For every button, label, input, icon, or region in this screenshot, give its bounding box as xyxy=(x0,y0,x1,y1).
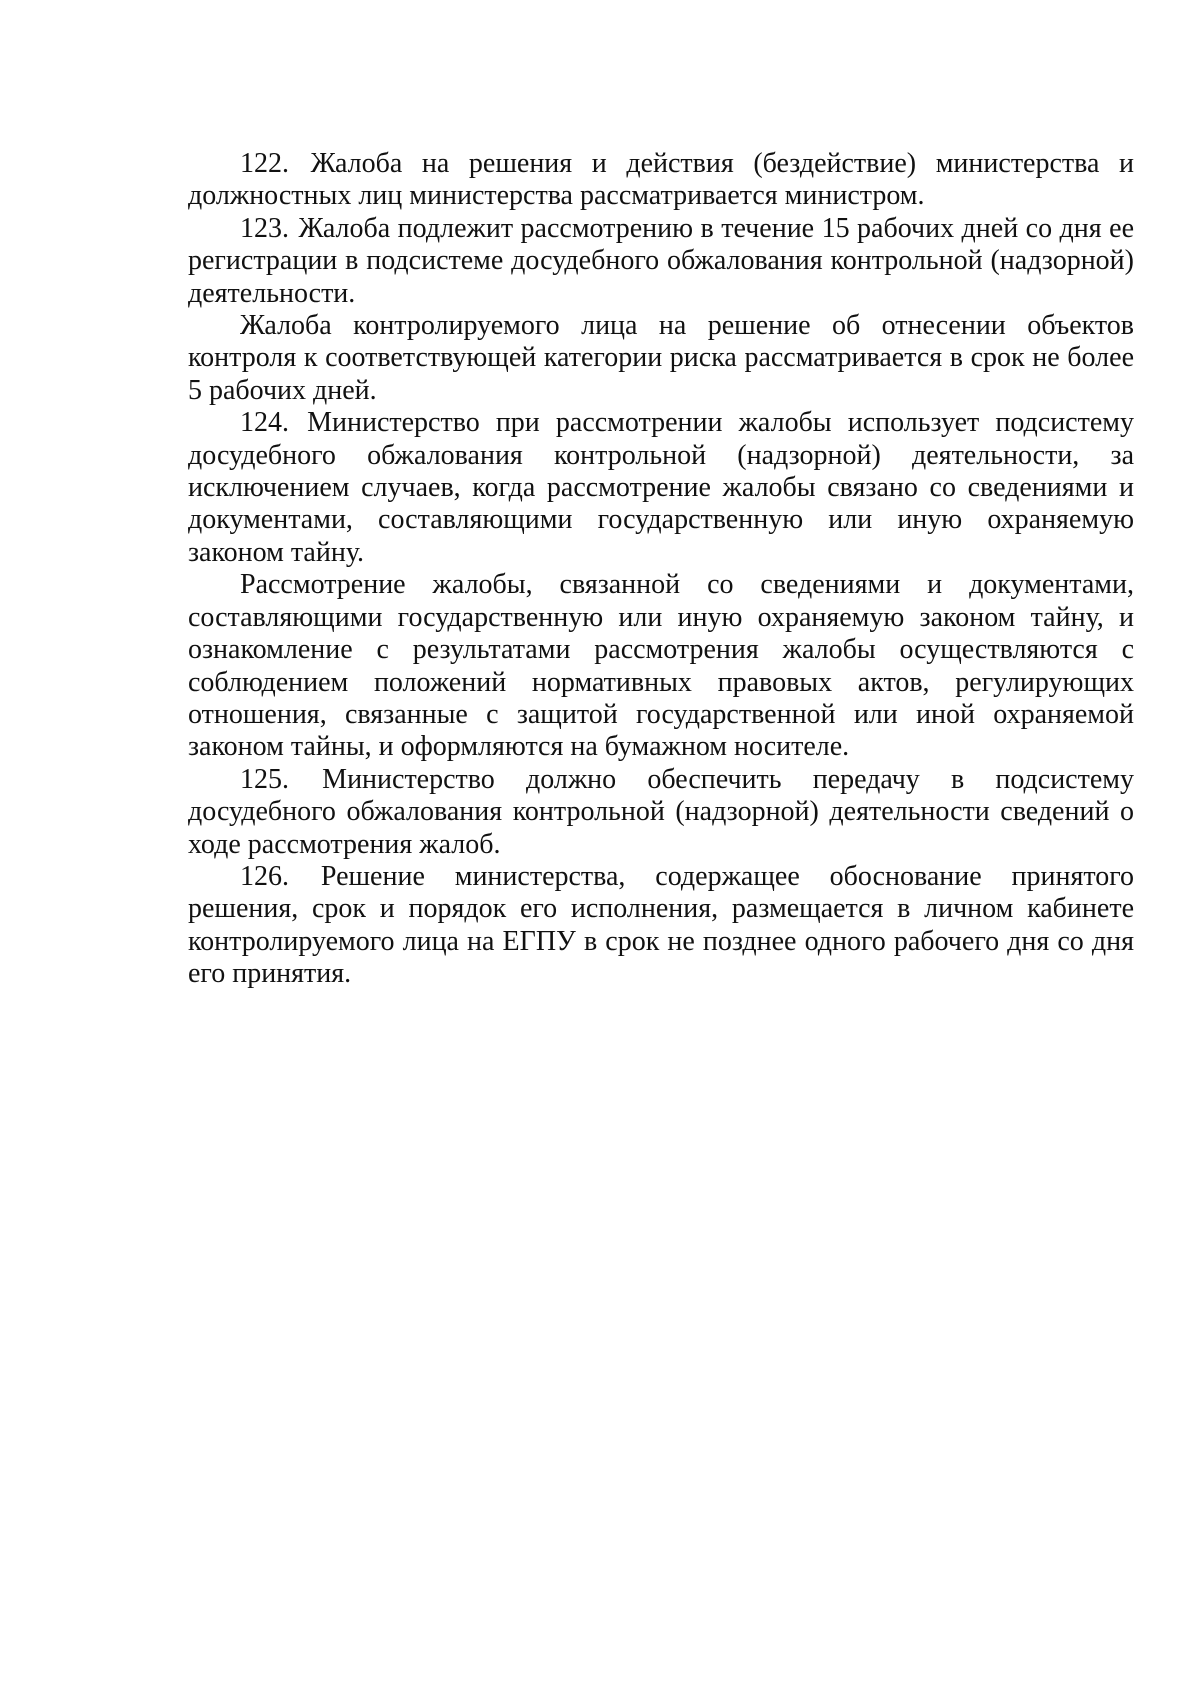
paragraph-number: 123. xyxy=(240,212,289,244)
paragraph-text: Министерство должно обеспечить передачу в подсистему досудебного обжалования контрольной (надзорной) деятельности сведений о ходе рассмотрения жалоб. xyxy=(188,763,1134,860)
paragraph-number: 125. xyxy=(240,763,289,795)
paragraph-122 xyxy=(188,148,1134,213)
paragraph-number: 126. xyxy=(240,860,289,892)
paragraph-text: Решение министерства, содержащее обоснование принятого решения, срок и порядок его исполнения, размещается в личном кабинете контролируемого лица на ЕГПУ в срок не позднее одного рабочего дня со дня его принятия. xyxy=(188,860,1134,990)
paragraph-text: Министерство при рассмотрении жалобы использует подсистему досудебного обжалования контрольной (надзорной) деятельности, за исключением случаев, когда рассмотрение жалобы связано со сведениями и документами, составляющими государственную или иную охраняемую законом тайну. xyxy=(188,407,1134,568)
paragraph-123 xyxy=(188,213,1134,310)
paragraph-number: 124. xyxy=(240,407,289,439)
paragraph-text: Жалоба контролируемого лица на решение об отнесении объектов контроля к соответствующей категории риска рассматривается в срок не более 5 рабочих дней. xyxy=(188,310,1134,406)
document-body xyxy=(188,148,1134,991)
paragraph-text: Жалоба подлежит рассмотрению в течение 15 рабочих дней со дня ее регистрации в подсистеме досудебного обжалования контрольной (надзорной) деятельности. xyxy=(188,212,1135,309)
paragraph-124-secret-info xyxy=(188,569,1134,763)
paragraph-number: 122. xyxy=(240,148,289,179)
paragraph-124 xyxy=(188,407,1134,569)
paragraph-text: Жалоба на решения и действия (бездействие) министерства и должностных лиц министерства рассматривается министром. xyxy=(188,148,1134,212)
paragraph-126 xyxy=(188,861,1134,991)
paragraph-125 xyxy=(188,764,1134,861)
paragraph-123-risk-category xyxy=(188,310,1134,407)
paragraph-text: Рассмотрение жалобы, связанной со сведениями и документами, составляющими государственную или иную охраняемую законом тайну, и ознакомление с результатами рассмотрения жалобы осуществляются с соблюдением положений нормативных правовых актов, регулирующих отношения, связанные с защитой государственной или иной охраняемой законом тайны, и оформляются на бумажном носителе. xyxy=(188,569,1134,763)
